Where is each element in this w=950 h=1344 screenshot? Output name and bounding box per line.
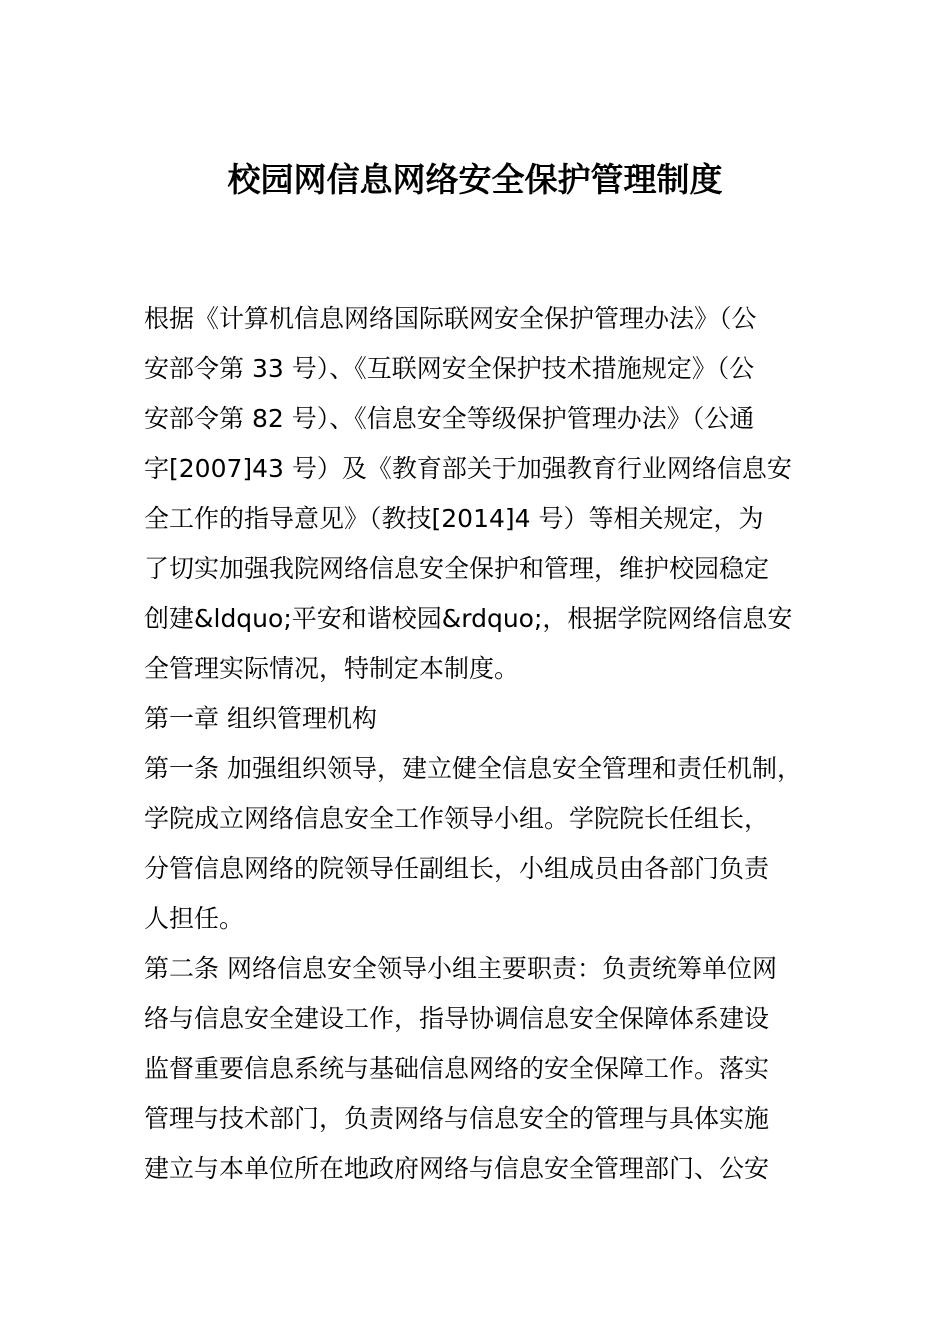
body-line: 了切实加强我院网络信息安全保护和管理，维护校园稳定: [144, 554, 770, 583]
body-line: 安部令第 33 号）、《互联网安全保护技术措施规定》（公: [144, 354, 755, 383]
body-line: 分管信息网络的院领导任副组长，小组成员由各部门负责: [144, 854, 770, 883]
body-line: 学院成立网络信息安全工作领导小组。学院院长任组长，: [144, 804, 770, 833]
article-line: 第一条 加强组织领导，建立健全信息安全管理和责任机制，: [144, 754, 802, 783]
body-line: 络与信息安全建设工作，指导协调信息安全保障体系建设: [144, 1004, 770, 1033]
body-line: 人担任。: [144, 904, 245, 933]
body-line: 管理与技术部门，负责网络与信息安全的管理与具体实施: [144, 1104, 770, 1133]
chapter-heading: 第一章 组织管理机构: [144, 704, 377, 733]
document-title: 校园网信息网络安全保护管理制度: [227, 160, 723, 199]
article-line: 第二条 网络信息安全领导小组主要职责：负责统筹单位网: [144, 954, 777, 983]
body-line: 监督重要信息系统与基础信息网络的安全保障工作。落实: [144, 1054, 770, 1083]
body-line: 全工作的指导意见》（教技[2014]4 号）等相关规定，为: [144, 504, 764, 533]
document-body: [144, 294, 844, 1194]
body-line: 根据《计算机信息网络国际联网安全保护管理办法》（公: [144, 304, 757, 333]
body-line: 安部令第 82 号）、《信息安全等级保护管理办法》（公通: [144, 404, 755, 433]
body-line: 全管理实际情况，特制定本制度。: [144, 654, 520, 683]
body-line: 创建&ldquo;平安和谐校园&rdquo;，根据学院网络信息安: [144, 604, 793, 633]
body-line: 字[2007]43 号）及《教育部关于加强教育行业网络信息安: [144, 454, 792, 483]
body-line: 建立与本单位所在地政府网络与信息安全管理部门、公安: [144, 1154, 770, 1183]
